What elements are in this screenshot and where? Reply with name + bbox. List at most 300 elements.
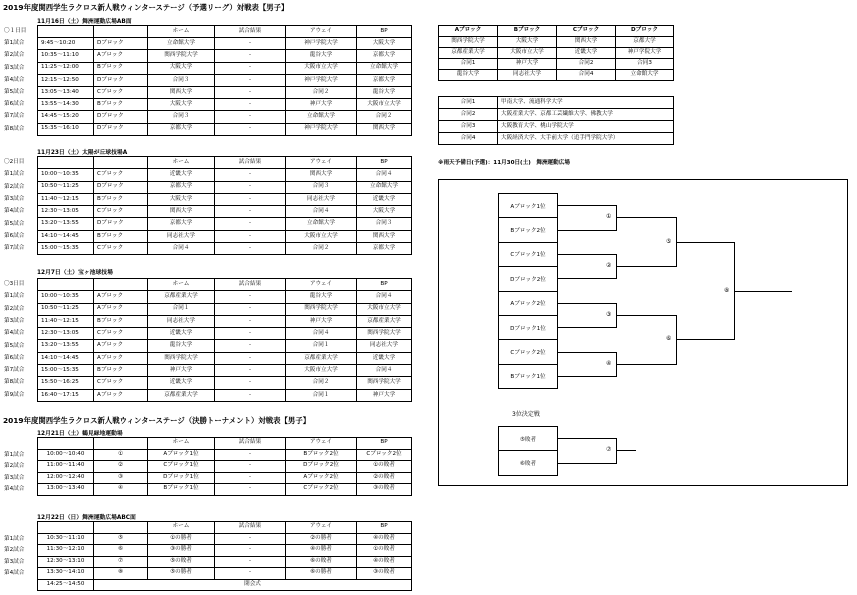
match-number: 第2試合 — [4, 52, 25, 59]
home-cell: 関西大学 — [148, 86, 215, 98]
bp-cell: 立命館大学 — [357, 181, 412, 193]
match-number: 第5試合 — [4, 342, 25, 349]
result-cell: - — [215, 86, 286, 98]
block-cell: Aブロック — [94, 340, 148, 352]
home-cell: Cブロック1位 — [148, 461, 215, 473]
away-cell: 龍谷大学 — [286, 50, 357, 62]
block-team: 合同3 — [616, 59, 674, 70]
joint-name: 合同1 — [439, 97, 498, 109]
result-cell: - — [215, 62, 286, 74]
match-number: 第5試合 — [4, 89, 25, 95]
bp-cell: 合同３ — [357, 218, 412, 230]
match-number: 第4試合 — [4, 570, 25, 576]
away-cell: ⑥の勝者 — [286, 568, 357, 580]
match-row — [38, 365, 412, 377]
home-cell: 合同３ — [148, 74, 215, 86]
result-cell: - — [215, 38, 286, 50]
bp-cell: 神戸大学 — [357, 389, 412, 401]
block-header: Cブロック — [557, 26, 616, 37]
bp-cell: 龍谷大学 — [357, 86, 412, 98]
time-cell: 12:30～13:10 — [38, 556, 94, 568]
bracket-line — [616, 364, 676, 365]
match-row — [38, 38, 412, 50]
away-cell: 立命館大学 — [286, 218, 357, 230]
result-cell: - — [215, 230, 286, 242]
header-cell: ホーム — [148, 522, 215, 534]
match-number: 第2試合 — [4, 463, 25, 469]
match-row — [38, 461, 412, 473]
block-team: 合同2 — [557, 59, 616, 70]
bracket-line — [558, 352, 616, 353]
result-cell: - — [215, 472, 286, 484]
block-team: 大阪大学 — [498, 37, 557, 48]
bp-cell: 大阪大学 — [357, 38, 412, 50]
block-header: Aブロック — [439, 26, 498, 37]
block-row — [439, 48, 674, 59]
time-cell: 13:20～13:55 — [38, 218, 94, 230]
match-code-cell: ⑦ — [94, 556, 148, 568]
bracket-line — [616, 450, 636, 451]
bp-cell: 大阪市立大学 — [357, 303, 412, 315]
result-cell: - — [215, 365, 286, 377]
round1-match-code: ① — [606, 213, 612, 221]
bracket-line — [558, 327, 616, 328]
block-cell: Cブロック — [94, 328, 148, 340]
block-team: 京都大学 — [616, 37, 674, 48]
closing-label: 閉会式 — [94, 579, 412, 591]
match-code-cell: ⑤ — [94, 533, 148, 545]
final1-table — [37, 437, 412, 496]
header-cell: アウェイ — [286, 26, 357, 38]
bp-cell: 京都大学 — [357, 74, 412, 86]
header-cell: BP — [357, 279, 412, 291]
reserve-note: ※雨天予備日(予選)：11月30日(土) 舞洲運動広場 — [438, 160, 570, 166]
block-team: 近畿大学 — [557, 48, 616, 59]
match-row — [38, 62, 412, 74]
away-cell: 大阪市立大学 — [286, 230, 357, 242]
bracket-line — [616, 217, 676, 218]
bp-cell: 合同４ — [357, 169, 412, 181]
block-cell: Dブロック — [94, 74, 148, 86]
time-cell: 14:10～14:45 — [38, 352, 94, 364]
bracket-line — [558, 230, 616, 231]
home-cell: ①の勝者 — [148, 533, 215, 545]
match-number: 第5試合 — [4, 220, 25, 227]
away-cell: 合同４ — [286, 206, 357, 218]
block-header: Dブロック — [616, 26, 674, 37]
home-cell: 京都大学 — [148, 218, 215, 230]
header-cell: 試合結果 — [215, 157, 286, 169]
home-cell: 神戸大学 — [148, 365, 215, 377]
match-number: 第8試合 — [4, 125, 25, 132]
result-cell: - — [215, 328, 286, 340]
home-cell: 京都産業大学 — [148, 389, 215, 401]
time-cell: 12:00～12:40 — [38, 472, 94, 484]
home-cell: 同志社大学 — [148, 230, 215, 242]
home-cell: 合同３ — [148, 111, 215, 123]
bracket-line — [558, 463, 616, 464]
time-cell: 9:45～10:20 — [38, 38, 94, 50]
block-team: 大阪市立大学 — [498, 48, 557, 59]
block-cell: Aブロック — [94, 352, 148, 364]
header-cell: アウェイ — [286, 438, 357, 450]
bp-cell: Cブロック2位 — [357, 449, 412, 461]
bracket-line — [558, 278, 616, 279]
seed-box: Bブロック1位 — [498, 364, 558, 389]
bp-cell: 京都大学 — [357, 50, 412, 62]
match-row — [38, 340, 412, 352]
away-cell: Cブロック2位 — [286, 484, 357, 496]
round2-match-code: ⑥ — [666, 335, 672, 343]
time-cell: 15:00～15:35 — [38, 243, 94, 255]
match-row — [38, 568, 412, 580]
away-cell: 神戸大学 — [286, 315, 357, 327]
seed-box: Bブロック2位 — [498, 217, 558, 242]
header-cell: 試合結果 — [215, 26, 286, 38]
block-cell: Dブロック — [94, 181, 148, 193]
time-cell: 12:30～13:05 — [38, 206, 94, 218]
header-blank — [94, 26, 148, 38]
time-cell: 11:30～12:10 — [38, 545, 94, 557]
block-cell: Bブロック — [94, 62, 148, 74]
home-cell: 合同１ — [148, 303, 215, 315]
block-header: Bブロック — [498, 26, 557, 37]
match-number: 第2試合 — [4, 547, 25, 553]
joint-row — [439, 109, 674, 121]
home-cell: 合同４ — [148, 243, 215, 255]
home-cell: 立命館大学 — [148, 38, 215, 50]
result-cell: - — [215, 169, 286, 181]
time-cell: 14:45～15:20 — [38, 111, 94, 123]
match-row — [38, 74, 412, 86]
home-cell: 近畿大学 — [148, 169, 215, 181]
header-blank — [94, 438, 148, 450]
day2-table — [37, 156, 412, 255]
time-cell: 13:05～13:40 — [38, 86, 94, 98]
block-cell: Bブロック — [94, 230, 148, 242]
match-number: 第7試合 — [4, 367, 25, 374]
match-row — [38, 99, 412, 111]
away-cell: 大阪市立大学 — [286, 62, 357, 74]
block-team: 関西大学 — [557, 37, 616, 48]
away-cell: 龍谷大学 — [286, 291, 357, 303]
final2-table — [37, 521, 412, 591]
time-cell: 15:50～16:25 — [38, 377, 94, 389]
result-cell: - — [215, 389, 286, 401]
home-cell: ⑤の敗者 — [148, 556, 215, 568]
home-cell: 龍谷大学 — [148, 340, 215, 352]
third-seed-box: ⑥敗者 — [498, 450, 558, 475]
home-cell: 京都大学 — [148, 123, 215, 135]
away-cell: 京都産業大学 — [286, 352, 357, 364]
header-cell: ホーム — [148, 157, 215, 169]
result-cell: - — [215, 352, 286, 364]
match-number: 第7試合 — [4, 113, 25, 120]
match-row — [38, 193, 412, 205]
round1-match-code: ④ — [606, 359, 612, 367]
result-cell: - — [215, 111, 286, 123]
block-team: 関西学院大学 — [439, 37, 498, 48]
match-number: 第1試合 — [4, 40, 25, 47]
match-number: 第1試合 — [4, 535, 25, 542]
joint-row — [439, 97, 674, 109]
tournament-title: 2019年度関西学生ラクロス新人戦ウィンターステージ（決勝トーナメント）対戦表【男子】 — [3, 416, 311, 425]
match-row — [38, 206, 412, 218]
result-cell: - — [215, 315, 286, 327]
joint-name: 合同3 — [439, 121, 498, 133]
result-cell: - — [215, 340, 286, 352]
match-number: 第4試合 — [4, 208, 25, 215]
block-team: 立命館大学 — [616, 70, 674, 81]
bp-cell: 関西大学 — [357, 230, 412, 242]
block-team: 京都産業大学 — [439, 48, 498, 59]
block-cell: Dブロック — [94, 38, 148, 50]
bracket-line — [558, 438, 616, 439]
result-cell: - — [215, 545, 286, 557]
day3-round: 〇3日目 — [4, 281, 25, 287]
block-cell: Cブロック — [94, 86, 148, 98]
block-cell: Dブロック — [94, 123, 148, 135]
block-cell: Cブロック — [94, 169, 148, 181]
header-cell: BP — [357, 26, 412, 38]
time-cell: 10:50～11:25 — [38, 303, 94, 315]
seed-box: Dブロック1位 — [498, 315, 558, 340]
block-team: 神戸大学 — [498, 59, 557, 70]
home-cell: 大阪大学 — [148, 62, 215, 74]
match-row — [38, 484, 412, 496]
away-cell: ②の勝者 — [286, 533, 357, 545]
block-team: 合同1 — [439, 59, 498, 70]
time-cell: 12:15～12:50 — [38, 74, 94, 86]
day2-venue: 11月23日（土）太陽が丘球技場A — [37, 150, 128, 156]
match-number: 第4試合 — [4, 330, 25, 337]
block-cell: Cブロック — [94, 206, 148, 218]
seed-box: Aブロック2位 — [498, 291, 558, 316]
home-cell: 同志社大学 — [148, 315, 215, 327]
bp-cell: ①の敗者 — [357, 545, 412, 557]
match-row — [38, 545, 412, 557]
match-code-cell: ② — [94, 461, 148, 473]
away-cell: Aブロック2位 — [286, 472, 357, 484]
third-seed-box: ⑤敗者 — [498, 426, 558, 451]
time-cell: 15:35～16:10 — [38, 123, 94, 135]
seed-box: Aブロック1位 — [498, 193, 558, 218]
final2-venue: 12月22日（日）舞洲運動広場ABC面 — [37, 515, 136, 521]
bp-cell: 合同２ — [357, 111, 412, 123]
block-cell: Aブロック — [94, 303, 148, 315]
match-row — [38, 315, 412, 327]
time-cell: 13:30～14:10 — [38, 568, 94, 580]
match-number: 第3試合 — [4, 317, 25, 324]
time-cell: 14:10～14:45 — [38, 230, 94, 242]
away-cell: 関西大学 — [286, 169, 357, 181]
header-blank — [38, 279, 94, 291]
bp-cell: 京都大学 — [357, 243, 412, 255]
bp-cell: 関西学院大学 — [357, 328, 412, 340]
home-cell: Aブロック1位 — [148, 449, 215, 461]
match-number: 第9試合 — [4, 391, 25, 398]
round1-match-code: ③ — [606, 311, 612, 318]
match-number: 第6試合 — [4, 354, 25, 361]
match-code-cell: ① — [94, 449, 148, 461]
away-cell: 合同２ — [286, 377, 357, 389]
joint-teams-table — [438, 96, 674, 145]
block-row — [439, 37, 674, 48]
joint-members: 大阪教育大学、桃山学院大学 — [498, 121, 674, 133]
bp-cell: ②の敗者 — [357, 472, 412, 484]
result-cell: - — [215, 99, 286, 111]
home-cell: 大阪大学 — [148, 99, 215, 111]
bp-cell: 関西大学 — [357, 123, 412, 135]
time-cell: 10:00～10:40 — [38, 449, 94, 461]
away-cell: 合同２ — [286, 86, 357, 98]
header-cell: ホーム — [148, 438, 215, 450]
result-cell: - — [215, 291, 286, 303]
block-cell: Bブロック — [94, 99, 148, 111]
joint-name: 合同2 — [439, 109, 498, 121]
time-cell: 16:40～17:15 — [38, 389, 94, 401]
joint-row — [439, 121, 674, 133]
home-cell: 大阪大学 — [148, 193, 215, 205]
block-cell: Aブロック — [94, 389, 148, 401]
away-cell: ④の勝者 — [286, 545, 357, 557]
time-cell: 10:35～11:10 — [38, 50, 94, 62]
bracket-line — [558, 303, 616, 304]
match-number: 第2試合 — [4, 183, 25, 190]
away-cell: Bブロック2位 — [286, 449, 357, 461]
result-cell: - — [215, 484, 286, 496]
time-cell: 11:40～12:15 — [38, 315, 94, 327]
time-cell: 11:25～12:00 — [38, 62, 94, 74]
away-cell: 神戸学院大学 — [286, 74, 357, 86]
day3-venue: 12月7日（土）宝ヶ池球技場 — [37, 270, 113, 276]
away-cell: 合同１ — [286, 389, 357, 401]
header-blank — [38, 438, 94, 450]
home-cell: 関西学院大学 — [148, 50, 215, 62]
result-cell: - — [215, 74, 286, 86]
result-cell: - — [215, 568, 286, 580]
block-cell: Aブロック — [94, 291, 148, 303]
home-cell: 近畿大学 — [148, 328, 215, 340]
match-number: 第6試合 — [4, 101, 25, 108]
header-cell: アウェイ — [286, 157, 357, 169]
result-cell: - — [215, 181, 286, 193]
match-row — [38, 389, 412, 401]
bracket-line — [558, 205, 616, 206]
match-number: 第3試合 — [4, 558, 25, 565]
block-row — [439, 59, 674, 70]
closing-time: 14:25～14:50 — [38, 579, 94, 591]
home-cell: Dブロック1位 — [148, 472, 215, 484]
header-blank — [38, 522, 94, 534]
round1-match-code: ② — [606, 262, 612, 270]
block-cell: Bブロック — [94, 365, 148, 377]
bp-cell: 関西学院大学 — [357, 377, 412, 389]
block-cell: Cブロック — [94, 243, 148, 255]
header-blank — [94, 279, 148, 291]
seed-box: Cブロック2位 — [498, 339, 558, 364]
home-cell: Bブロック1位 — [148, 484, 215, 496]
closing-row — [38, 579, 412, 591]
block-cell: Dブロック — [94, 218, 148, 230]
home-cell: 関西学院大学 — [148, 352, 215, 364]
match-code-cell: ③ — [94, 472, 148, 484]
away-cell: 合同１ — [286, 340, 357, 352]
block-team: 神戸学院大学 — [616, 48, 674, 59]
time-cell: 10:30～11:10 — [38, 533, 94, 545]
joint-name: 合同4 — [439, 133, 498, 145]
match-number: 第6試合 — [4, 232, 25, 239]
match-row — [38, 328, 412, 340]
match-code-cell: ④ — [94, 484, 148, 496]
block-cell: Dブロック — [94, 111, 148, 123]
day2-round: 〇2日目 — [4, 159, 25, 165]
seed-box: Cブロック1位 — [498, 242, 558, 267]
block-cell: Cブロック — [94, 377, 148, 389]
result-cell: - — [215, 206, 286, 218]
joint-members: 大阪経済大学、大手前大学（追手門学院大学） — [498, 133, 674, 145]
block-team: 同志社大学 — [498, 70, 557, 81]
time-cell: 13:00～13:40 — [38, 484, 94, 496]
match-row — [38, 169, 412, 181]
bp-cell: 立命館大学 — [357, 62, 412, 74]
header-blank — [94, 522, 148, 534]
time-cell: 15:00～15:35 — [38, 365, 94, 377]
final1-venue: 12月21日（土）鶴見緑地運動場 — [37, 431, 123, 437]
away-cell: 関西学院大学 — [286, 303, 357, 315]
match-number: 第8試合 — [4, 379, 25, 386]
bp-cell: 合同４ — [357, 365, 412, 377]
blocks-table — [438, 25, 674, 81]
match-row — [38, 291, 412, 303]
final-match-code: ⑧ — [724, 286, 730, 294]
header-blank — [38, 157, 94, 169]
away-cell: 大阪市立大学 — [286, 365, 357, 377]
bp-cell: 同志社大学 — [357, 340, 412, 352]
away-cell: 合同４ — [286, 328, 357, 340]
match-row — [38, 230, 412, 242]
match-row — [38, 303, 412, 315]
block-row — [439, 70, 674, 81]
time-cell: 10:00～10:35 — [38, 291, 94, 303]
bp-cell: ①の敗者 — [357, 461, 412, 473]
home-cell: 関西大学 — [148, 206, 215, 218]
home-cell: 京都大学 — [148, 181, 215, 193]
bp-cell: ③の敗者 — [357, 484, 412, 496]
day1-venue: 11月16日（土）舞洲運動広場AB面 — [37, 19, 132, 25]
home-cell: 京都産業大学 — [148, 291, 215, 303]
bracket-line — [676, 242, 734, 243]
result-cell: - — [215, 218, 286, 230]
header-cell: BP — [357, 438, 412, 450]
match-row — [38, 86, 412, 98]
time-cell: 11:00～11:40 — [38, 461, 94, 473]
result-cell: - — [215, 193, 286, 205]
header-cell: BP — [357, 522, 412, 534]
bp-cell: ④の敗者 — [357, 533, 412, 545]
bracket-line — [558, 254, 616, 255]
bp-cell: 大阪市立大学 — [357, 99, 412, 111]
result-cell: - — [215, 533, 286, 545]
day1-table — [37, 25, 412, 136]
time-cell: 13:20～13:55 — [38, 340, 94, 352]
match-row — [38, 449, 412, 461]
block-cell: Bブロック — [94, 315, 148, 327]
away-cell: 神戸大学 — [286, 99, 357, 111]
seed-box: Dブロック2位 — [498, 266, 558, 291]
away-cell: 合同２ — [286, 243, 357, 255]
match-number: 第4試合 — [4, 486, 25, 492]
